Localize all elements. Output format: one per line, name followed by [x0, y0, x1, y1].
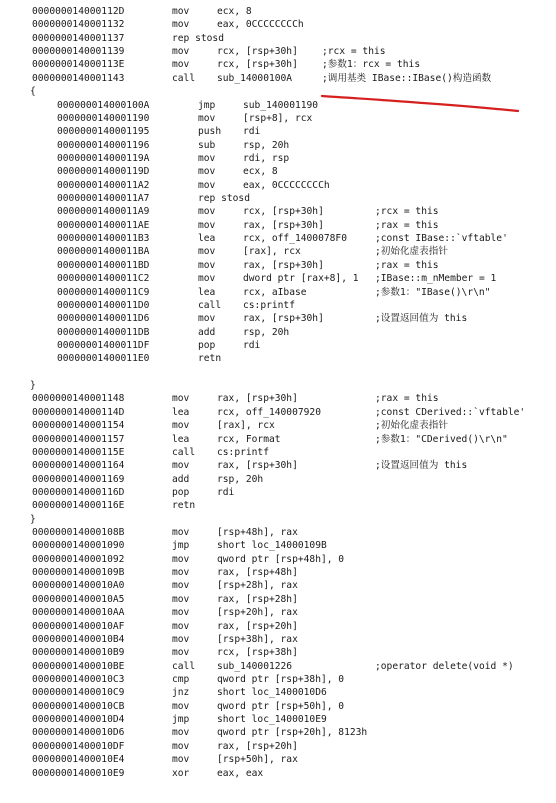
mnemonic: add: [198, 326, 216, 338]
operands: rax, [rsp+28h]: [217, 593, 298, 605]
address: 0000000140001154: [32, 420, 125, 432]
address: 000000014000115E: [32, 446, 125, 458]
mnemonic: call: [172, 72, 196, 84]
brace-text: }: [30, 380, 36, 392]
comment: ;调用基类 IBase::IBase()构造函数: [322, 72, 492, 84]
mnemonic: mov: [172, 420, 190, 432]
address: 00000001400010E9: [32, 767, 125, 779]
mnemonic: jnz: [172, 687, 190, 699]
operands: [rsp+38h], rax: [217, 633, 298, 645]
address: 0000000140001132: [32, 19, 125, 31]
mnemonic: mov: [172, 727, 190, 739]
address: 000000014000100A: [57, 99, 150, 111]
mnemonic: mov: [198, 273, 216, 285]
comment: ;const CDerived::`vftable': [375, 406, 526, 418]
address: 0000000140001090: [32, 540, 125, 552]
address: 00000001400011C2: [57, 273, 150, 285]
operands: rcx, [rsp+30h]: [217, 46, 298, 58]
comment: ;rax = this: [375, 259, 439, 271]
mnemonic: jmp: [172, 714, 190, 726]
mnemonic: cmp: [172, 674, 190, 685]
operands: rcx, off_1400078F0: [243, 233, 347, 245]
mnemonic: mov: [172, 580, 190, 592]
operands: rax, [rsp+30h]: [243, 259, 324, 271]
address: 00000001400010D4: [32, 714, 125, 726]
mnemonic: mov: [198, 112, 216, 124]
mnemonic: call: [172, 660, 196, 672]
address: 00000001400011A7: [57, 193, 150, 205]
mnemonic: rep stosd: [198, 193, 250, 205]
address: 00000001400010B4: [32, 633, 125, 645]
mnemonic: mov: [172, 59, 190, 71]
mnemonic: mov: [172, 527, 190, 539]
operands: rcx, [rsp+30h]: [243, 206, 324, 218]
operands: rax, [rsp+48h]: [217, 567, 298, 579]
mnemonic: mov: [172, 19, 190, 31]
address: 0000000140001139: [32, 46, 125, 58]
address: 000000014000114D: [32, 406, 125, 418]
address: 0000000140001169: [32, 473, 125, 485]
mnemonic: mov: [172, 647, 190, 659]
address: 00000001400010C3: [32, 674, 125, 685]
address: 0000000140001164: [32, 460, 125, 472]
address: 00000001400010AA: [32, 607, 125, 619]
comment: ;const IBase::`vftable': [375, 233, 508, 245]
mnemonic: retn: [198, 353, 222, 365]
mnemonic: sub: [198, 139, 216, 151]
operands: rcx, aIbase: [243, 286, 307, 298]
operands: sub_14000100A: [217, 72, 293, 84]
address: 000000014000119D: [57, 166, 150, 178]
comment: ;设置返回值为 this: [375, 460, 468, 472]
address: 00000001400010E4: [32, 754, 125, 766]
address: 00000001400011B3: [57, 233, 150, 245]
mnemonic: mov: [198, 166, 216, 178]
address: 000000014000108B: [32, 527, 125, 539]
comment: ;参数1："IBase()\r\n": [375, 286, 491, 298]
address: 00000001400010C9: [32, 687, 125, 699]
operands: rax, [rsp+30h]: [243, 219, 324, 231]
mnemonic: mov: [172, 740, 190, 752]
comment: ;参数1：rcx = this: [322, 59, 421, 71]
mnemonic: mov: [198, 219, 216, 231]
mnemonic: mov: [172, 553, 190, 565]
address: 00000001400011DB: [57, 326, 150, 338]
operands: short loc_1400010E9: [217, 714, 327, 726]
comment: ;rax = this: [375, 393, 439, 405]
mnemonic: mov: [198, 152, 216, 164]
operands: cs:printf: [243, 299, 295, 311]
brace-text: }: [30, 513, 36, 525]
address: 00000001400010DF: [32, 740, 125, 752]
mnemonic: lea: [172, 433, 190, 445]
operands: rdi: [243, 340, 261, 351]
address: 00000001400010CB: [32, 700, 125, 712]
operands: [rax], rcx: [217, 420, 275, 432]
operands: rcx, Format: [217, 433, 281, 445]
address: 0000000140001190: [57, 112, 150, 124]
address: 0000000140001157: [32, 433, 125, 445]
address: 00000001400010AF: [32, 620, 125, 632]
operands: rcx, [rsp+38h]: [217, 647, 298, 659]
address: 000000014000119A: [57, 152, 150, 164]
operands: rax, [rsp+30h]: [217, 460, 298, 472]
operands: [rsp+50h], rax: [217, 754, 298, 766]
mnemonic: pop: [198, 340, 216, 351]
comment: ;设置返回值为 this: [375, 313, 468, 325]
mnemonic: add: [172, 473, 190, 485]
operands: sub_140001226: [217, 660, 293, 672]
address: 000000014000109B: [32, 567, 125, 579]
address: 00000001400011C9: [57, 286, 150, 298]
operands: short loc_1400010D6: [217, 687, 327, 699]
operands: qword ptr [rsp+38h], 0: [217, 674, 345, 685]
comment: ;初始化虚表指针: [375, 246, 448, 258]
address: 00000001400011A2: [57, 179, 150, 191]
address: 00000001400011AE: [57, 219, 150, 231]
address: 00000001400011D6: [57, 313, 150, 325]
operands: ecx, 8: [217, 6, 252, 17]
comment: ;rax = this: [375, 219, 439, 231]
operands: rdi: [243, 126, 261, 138]
comment: ;IBase::m_nMember = 1: [375, 273, 497, 285]
address: 0000000140001137: [32, 32, 125, 44]
address: 000000014000112D: [32, 6, 125, 17]
comment: ;rcx = this: [322, 46, 386, 58]
operands: short loc_14000109B: [217, 540, 327, 552]
address: 0000000140001143: [32, 72, 125, 84]
operands: rsp, 20h: [217, 473, 264, 485]
mnemonic: mov: [198, 206, 216, 218]
operands: [rsp+8], rcx: [243, 112, 313, 124]
mnemonic: lea: [198, 233, 216, 245]
comment: ;operator delete(void *): [375, 660, 514, 672]
comment: ;rcx = this: [375, 206, 439, 218]
mnemonic: rep stosd: [172, 32, 224, 44]
mnemonic: mov: [172, 700, 190, 712]
mnemonic: xor: [172, 767, 190, 779]
address: 00000001400011BA: [57, 246, 150, 258]
address: 0000000140001148: [32, 393, 125, 405]
mnemonic: mov: [172, 460, 190, 472]
address: 00000001400011D0: [57, 299, 150, 311]
operands: rax, [rsp+30h]: [243, 313, 324, 325]
address: 000000014000116E: [32, 500, 125, 512]
mnemonic: mov: [172, 593, 190, 605]
mnemonic: mov: [172, 393, 190, 405]
comment: ;初始化虚表指针: [375, 420, 448, 432]
operands: eax, 0CCCCCCCCh: [217, 19, 304, 31]
operands: sub_140001190: [243, 99, 319, 111]
mnemonic: mov: [172, 620, 190, 632]
operands: rcx, off_140007920: [217, 406, 321, 418]
mnemonic: call: [198, 299, 222, 311]
mnemonic: mov: [172, 6, 190, 17]
mnemonic: mov: [172, 567, 190, 579]
brace-text: {: [30, 86, 36, 98]
address: 00000001400010B9: [32, 647, 125, 659]
mnemonic: pop: [172, 486, 190, 498]
operands: eax, eax: [217, 767, 264, 779]
address: 00000001400011A9: [57, 206, 150, 218]
operands: rsp, 20h: [243, 139, 290, 151]
operands: rdi: [217, 486, 235, 498]
operands: dword ptr [rax+8], 1: [243, 273, 359, 285]
mnemonic: jmp: [172, 540, 190, 552]
mnemonic: lea: [172, 406, 190, 418]
operands: [rsp+20h], rax: [217, 607, 298, 619]
address: 00000001400011BD: [57, 259, 150, 271]
mnemonic: lea: [198, 286, 216, 298]
operands: rcx, [rsp+30h]: [217, 59, 298, 71]
operands: [rsp+48h], rax: [217, 527, 298, 539]
address: 00000001400010A5: [32, 593, 125, 605]
mnemonic: mov: [198, 179, 216, 191]
operands: qword ptr [rsp+50h], 0: [217, 700, 345, 712]
operands: ecx, 8: [243, 166, 278, 178]
operands: [rax], rcx: [243, 246, 301, 258]
mnemonic: retn: [172, 500, 196, 512]
address: 00000001400010A0: [32, 580, 125, 592]
mnemonic: call: [172, 446, 196, 458]
address: 0000000140001195: [57, 126, 150, 138]
operands: [rsp+28h], rax: [217, 580, 298, 592]
mnemonic: mov: [172, 46, 190, 58]
address: 00000001400011DF: [57, 340, 150, 351]
mnemonic: push: [198, 126, 222, 138]
operands: rsp, 20h: [243, 326, 290, 338]
operands: qword ptr [rsp+48h], 0: [217, 553, 345, 565]
operands: eax, 0CCCCCCCCh: [243, 179, 330, 191]
mnemonic: mov: [172, 607, 190, 619]
address: 00000001400010BE: [32, 660, 125, 672]
address: 000000014000113E: [32, 59, 125, 71]
operands: cs:printf: [217, 446, 269, 458]
operands: rax, [rsp+30h]: [217, 393, 298, 405]
address: 0000000140001196: [57, 139, 150, 151]
mnemonic: mov: [198, 259, 216, 271]
operands: rdi, rsp: [243, 152, 290, 164]
address: 000000014000116D: [32, 486, 125, 498]
mnemonic: mov: [198, 246, 216, 258]
mnemonic: mov: [198, 313, 216, 325]
operands: rax, [rsp+20h]: [217, 620, 298, 632]
mnemonic: mov: [172, 754, 190, 766]
comment: ;参数1："CDerived()\r\n": [375, 433, 508, 445]
mnemonic: mov: [172, 633, 190, 645]
mnemonic: jmp: [198, 99, 216, 111]
operands: rax, [rsp+20h]: [217, 740, 298, 752]
operands: qword ptr [rsp+20h], 8123h: [217, 727, 368, 739]
underline-stroke: [322, 96, 518, 111]
address: 00000001400010D6: [32, 727, 125, 739]
address: 0000000140001092: [32, 553, 125, 565]
address: 00000001400011E0: [57, 353, 150, 365]
